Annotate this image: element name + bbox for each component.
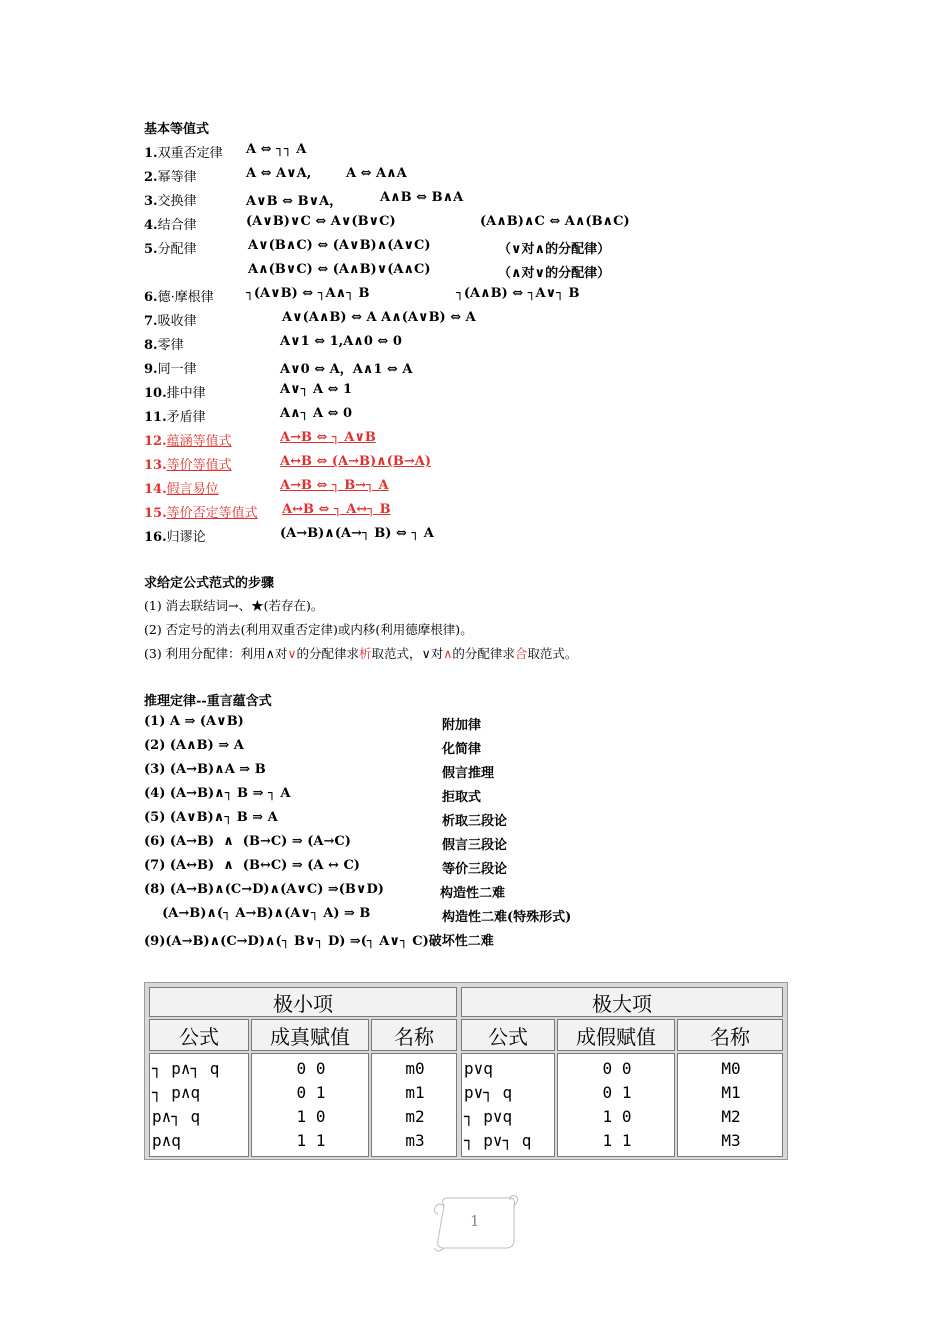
law-number: 10. bbox=[144, 386, 167, 401]
maxterm-name: M3 bbox=[721, 1131, 741, 1150]
inference-rule-name: 拒取式 bbox=[442, 790, 482, 805]
law-row bbox=[144, 454, 232, 476]
minterm-name-column bbox=[371, 1053, 457, 1157]
law-name: 同一律 bbox=[157, 362, 197, 377]
law-formula: A↔B ⇔ (A→B)∧(B→A) bbox=[280, 454, 432, 469]
law-formula-second: （∨对∧的分配律） bbox=[498, 242, 611, 257]
law-name: 等价否定等值式 bbox=[166, 506, 258, 521]
law-formula: A↔B ⇔ ┐ A↔┐ B bbox=[282, 502, 391, 517]
minterm-header: 极小项 bbox=[149, 987, 457, 1017]
inference-formula: (4) (A→B)∧┐ B ⇒ ┐ A bbox=[144, 786, 291, 801]
law-number: 8. bbox=[144, 338, 158, 353]
section-title-equivalences: 基本等值式 bbox=[144, 122, 210, 137]
law-number: 4. bbox=[144, 218, 158, 233]
law-number: 5. bbox=[144, 242, 158, 257]
step-3-part: 取范式， bbox=[371, 646, 422, 661]
law-name: 蕴涵等值式 bbox=[166, 434, 232, 449]
law-number: 13. bbox=[144, 458, 167, 473]
law-row bbox=[144, 430, 232, 452]
step-3-part: 取范式。 bbox=[527, 646, 578, 661]
maxterm-formula: p∨q bbox=[464, 1059, 493, 1078]
maxterm-value: 0 1 bbox=[602, 1083, 632, 1102]
law-name: 双重否定律 bbox=[157, 146, 223, 161]
law-formula: A ⇔ A∨A, bbox=[246, 166, 312, 181]
maxterm-formula: p∨┐ q bbox=[464, 1083, 513, 1102]
minterm-formula: ┐ p∧┐ q bbox=[152, 1059, 220, 1078]
minterm-value: 0 0 bbox=[296, 1059, 326, 1078]
law-formula-second: A ⇔ A∧A bbox=[346, 166, 407, 181]
minterm-name: m3 bbox=[405, 1131, 425, 1150]
law-name: 分配律 bbox=[157, 242, 197, 257]
maxterm-formula: ┐ p∨┐ q bbox=[464, 1131, 532, 1150]
minterm-value: 0 1 bbox=[296, 1083, 326, 1102]
law-name: 幂等律 bbox=[157, 170, 197, 185]
law-formula: A∧┐ A ⇔ 0 bbox=[280, 406, 353, 421]
maxterm-name: M2 bbox=[721, 1107, 741, 1126]
step-3-conjunctive-highlight: 合 bbox=[514, 646, 528, 661]
maxterm-name: M0 bbox=[721, 1059, 741, 1078]
law-formula: A∨┐ A ⇔ 1 bbox=[280, 382, 353, 397]
maxterm-formula: ┐ p∨q bbox=[464, 1107, 513, 1126]
law-name: 交换律 bbox=[157, 194, 197, 209]
step-3-or-symbol: ∨ bbox=[421, 646, 431, 661]
law-formula: A∨0 ⇔ A，A∧1 ⇔ A bbox=[280, 362, 413, 377]
maxterm-name: M1 bbox=[721, 1083, 741, 1102]
law-formula-second: ┐(A∧B) ⇔ ┐A∨┐ B bbox=[456, 286, 580, 301]
inference-rule-name: 假言推理 bbox=[442, 766, 495, 781]
law-formula: A→B ⇔ ┐ B→┐ A bbox=[280, 478, 389, 493]
section-title-normal-form-steps: 求给定公式范式的步骤 bbox=[144, 576, 275, 591]
step-3-part: 的分配律求 bbox=[452, 646, 515, 661]
law-number: 9. bbox=[144, 362, 158, 377]
step-3-part: 对 bbox=[274, 646, 288, 661]
minterm-value: 1 1 bbox=[296, 1131, 326, 1150]
law-row bbox=[144, 310, 197, 332]
inference-rule-name: 附加律 bbox=[442, 718, 482, 733]
inference-formula: (8) (A→B)∧(C→D)∧(A∨C) ⇒(B∨D) bbox=[144, 882, 384, 897]
inference-rule-name: 等价三段论 bbox=[442, 862, 508, 877]
inference-rule-name: 化简律 bbox=[442, 742, 482, 757]
minterm-formula-column bbox=[149, 1053, 249, 1157]
law-formula-second: A∧B ⇔ B∧A bbox=[380, 190, 464, 205]
maxterm-header: 极大项 bbox=[461, 987, 783, 1017]
law-formula: A→B ⇔ ┐ A∨B bbox=[280, 430, 376, 445]
maxterm-value: 0 0 bbox=[602, 1059, 632, 1078]
maxterm-value: 1 0 bbox=[602, 1107, 632, 1126]
maxterm-name-column bbox=[677, 1053, 783, 1157]
minterm-formula: p∧q bbox=[152, 1131, 181, 1150]
law-name: 等价等值式 bbox=[166, 458, 232, 473]
law-formula: A∨1 ⇔ 1,A∧0 ⇔ 0 bbox=[280, 334, 402, 349]
law-number: 14. bbox=[144, 482, 167, 497]
minterm-value-column bbox=[251, 1053, 369, 1157]
law-number: 3. bbox=[144, 194, 158, 209]
inference-rule-name: 析取三段论 bbox=[442, 814, 508, 829]
law-number: 2. bbox=[144, 170, 158, 185]
col-header-false-assignment: 成假赋值 bbox=[557, 1019, 675, 1051]
law-row bbox=[144, 142, 223, 164]
minterm-name: m2 bbox=[405, 1107, 425, 1126]
col-header-formula: 公式 bbox=[149, 1019, 249, 1051]
inference-rule-name: 构造性二难 bbox=[440, 886, 506, 901]
minterm-name: m0 bbox=[405, 1059, 425, 1078]
step-3-part: (3) 利用分配律：利用 bbox=[144, 646, 266, 661]
col-header-name: 名称 bbox=[677, 1019, 783, 1051]
law-row bbox=[144, 502, 258, 524]
minterm-maxterm-table bbox=[144, 982, 788, 1160]
col-header-name: 名称 bbox=[371, 1019, 457, 1051]
law-number: 7. bbox=[144, 314, 158, 329]
law-row bbox=[144, 166, 197, 188]
law-row bbox=[144, 478, 219, 500]
law-name: 零律 bbox=[157, 338, 184, 353]
step-1: (1) 消去联结词→、★(若存在)。 bbox=[144, 598, 324, 613]
maxterm-value-column bbox=[557, 1053, 675, 1157]
minterm-formula: ┐ p∧q bbox=[152, 1083, 201, 1102]
law-name: 吸收律 bbox=[157, 314, 197, 329]
law-row bbox=[144, 286, 214, 308]
step-3-and-symbol: ∧ bbox=[443, 646, 453, 661]
law-formula: A∨B ⇔ B∨A， bbox=[246, 194, 343, 209]
law-row bbox=[144, 238, 197, 260]
law-row bbox=[144, 214, 197, 236]
inference-formula: (A→B)∧(┐ A→B)∧(A∨┐ A) ⇒ B bbox=[144, 906, 371, 921]
minterm-value: 1 0 bbox=[296, 1107, 326, 1126]
step-2: (2) 否定号的消去(利用双重否定律)或内移(利用德摩根律)。 bbox=[144, 622, 473, 637]
section-title-inference-laws: 推理定律--重言蕴含式 bbox=[144, 694, 272, 709]
law-formula: A∧(B∨C) ⇔ (A∧B)∨(A∧C) bbox=[248, 262, 431, 277]
inference-formula: (6) (A→B) ∧ (B→C) ⇒ (A→C) bbox=[144, 834, 351, 849]
inference-formula: (7) (A↔B) ∧ (B↔C) ⇒ (A ↔ C) bbox=[144, 858, 360, 873]
law-name: 德·摩根律 bbox=[157, 290, 214, 305]
inference-formula: (9)(A→B)∧(C→D)∧(┐ B∨┐ D) ⇒(┐ A∨┐ C)破坏性二难 bbox=[144, 934, 494, 949]
col-header-formula: 公式 bbox=[461, 1019, 555, 1051]
step-3-part: 的分配律求 bbox=[296, 646, 360, 661]
inference-rule-name: 假言三段论 bbox=[442, 838, 508, 853]
law-name: 归谬论 bbox=[166, 530, 206, 545]
law-number: 1. bbox=[144, 146, 158, 161]
step-3 bbox=[144, 644, 577, 662]
law-formula: (A∨B)∨C ⇔ A∨(B∨C) bbox=[246, 214, 396, 229]
law-formula: A ⇔ ┐┐ A bbox=[246, 142, 307, 157]
law-formula: A∨(A∧B) ⇔ A A∧(A∨B) ⇔ A bbox=[282, 310, 476, 325]
law-number: 15. bbox=[144, 506, 167, 521]
law-formula: ┐(A∨B) ⇔ ┐A∧┐ B bbox=[246, 286, 370, 301]
maxterm-value: 1 1 bbox=[602, 1131, 632, 1150]
law-number: 11. bbox=[144, 410, 167, 425]
law-row bbox=[144, 358, 197, 380]
law-name: 矛盾律 bbox=[166, 410, 206, 425]
inference-formula: (1) A ⇒ (A∨B) bbox=[144, 714, 244, 729]
law-row bbox=[144, 406, 206, 428]
law-row bbox=[144, 526, 206, 548]
law-formula: A∨(B∧C) ⇔ (A∨B)∧(A∨C) bbox=[248, 238, 431, 253]
step-3-disjunctive-highlight: 析 bbox=[359, 646, 372, 661]
law-number: 16. bbox=[144, 530, 167, 545]
inference-rule-name: 构造性二难(特殊形式) bbox=[442, 910, 572, 925]
law-name: 假言易位 bbox=[166, 482, 219, 497]
law-name: 排中律 bbox=[166, 386, 206, 401]
law-formula-second: (A∧B)∧C ⇔ A∧(B∧C) bbox=[480, 214, 630, 229]
inference-formula: (5) (A∨B)∧┐ B ⇒ A bbox=[144, 810, 278, 825]
col-header-true-assignment: 成真赋值 bbox=[251, 1019, 369, 1051]
law-formula: (A→B)∧(A→┐ B) ⇔ ┐ A bbox=[280, 526, 434, 541]
step-3-part: 对 bbox=[430, 646, 444, 661]
law-formula-second: （∧对∨的分配律） bbox=[498, 266, 611, 281]
law-number: 6. bbox=[144, 290, 158, 305]
law-row bbox=[144, 190, 197, 212]
step-3-or-symbol: ∨ bbox=[287, 646, 297, 661]
minterm-formula: p∧┐ q bbox=[152, 1107, 201, 1126]
minterm-name: m1 bbox=[405, 1083, 425, 1102]
inference-formula: (2) (A∧B) ⇒ A bbox=[144, 738, 244, 753]
law-row bbox=[144, 382, 206, 404]
step-3-and-symbol: ∧ bbox=[265, 646, 275, 661]
maxterm-formula-column bbox=[461, 1053, 555, 1157]
law-row bbox=[144, 334, 184, 356]
inference-formula: (3) (A→B)∧A ⇒ B bbox=[144, 762, 266, 777]
law-number: 12. bbox=[144, 434, 167, 449]
page-number: 1 bbox=[470, 1212, 480, 1230]
law-name: 结合律 bbox=[157, 218, 197, 233]
